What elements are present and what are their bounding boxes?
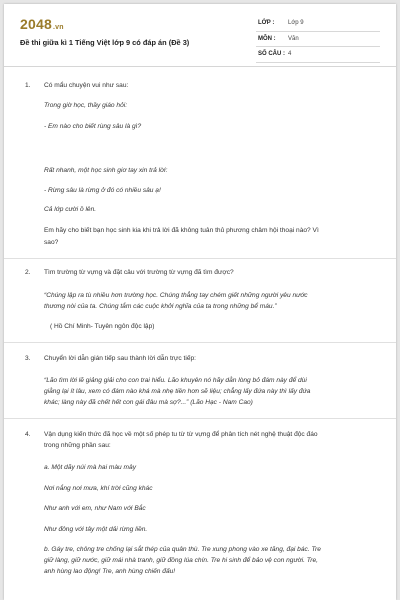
quote-line: giằng lại ít lâu, xem có đám nào khá mà nhẹ tiền hơn sẽ liệu; chẳng lấy đứa này thì lấy đứa [44, 388, 311, 395]
question-ask: sao? [44, 239, 59, 246]
question-prompt: Tìm trường từ vựng và đặt câu với trường từ vựng đã tìm được? [44, 269, 234, 276]
quote-line: khác; làng này đã chết hết con gái đâu mà sợ?...” (Lão Hạc - Nam Cao) [44, 399, 253, 406]
story-line: Rất nhanh, một học sinh giơ tay xin trả lời: [44, 167, 168, 174]
site-logo[interactable] [20, 16, 64, 32]
quote-line: “Chúng lập ra tù nhiều hơn trường học. Chúng thẳng tay chém giết những người yêu nước [44, 292, 308, 299]
meta-value: 4 [288, 51, 292, 57]
question-number: 2. [25, 269, 31, 276]
story-line: Trong giờ học, thầy giáo hỏi: [44, 102, 128, 109]
meta-row-grade [256, 16, 380, 32]
passage-line: b. Gáy tre, chông tre chống lại sắt thép của quân thù. Tre xung phong vào xe tăng, đại bác. Tre [44, 546, 321, 553]
exam-title: Đề thi giữa kì 1 Tiếng Việt lớp 9 có đáp án (Đề 3) [20, 38, 190, 47]
meta-value: Lớp 9 [288, 20, 304, 26]
poem-line: a. Một dãy núi mà hai màu mây [44, 464, 136, 471]
poem-line: Như anh với em, như Nam với Bắc [44, 505, 146, 512]
passage-line: giữ làng, giữ nước, giữ mái nhà tranh, giữ đồng lúa chín. Tre hi sinh để bảo vệ con người. Tre, [44, 557, 318, 564]
question-prompt: trong những phần sau: [44, 442, 111, 449]
question-number: 4. [25, 431, 31, 438]
header-divider [4, 66, 396, 67]
question-divider [4, 418, 396, 419]
meta-value: Văn [288, 35, 299, 42]
logo-suffix: .vn [52, 24, 64, 31]
passage-line: anh hùng lao động! Tre, anh hùng chiến đấu! [44, 568, 176, 575]
story-line: - Em nào cho biết rùng sâu là gì? [44, 123, 142, 130]
question-prompt: Vận dụng kiến thức đã học về một số phép tu từ từ vựng để phân tích nét nghệ thuật độc đáo [44, 431, 318, 438]
meta-key: MÔN : [258, 35, 276, 42]
poem-line: Như đông với tây một dải rừng liền. [44, 526, 148, 533]
question-number: 1. [25, 82, 31, 89]
question-divider [4, 342, 396, 343]
meta-row-subject [256, 32, 380, 48]
document-page [4, 4, 396, 600]
question-divider [4, 258, 396, 259]
meta-key: SỐ CÂU : [258, 51, 285, 57]
quote-line: thương nòi của ta. Chúng tắm các cuộc khởi nghĩa của ta trong những bể máu.” [44, 303, 277, 310]
meta-row-count [256, 47, 380, 63]
story-line: - Rừng sâu là rừng ở đó có nhiều sâu ạ! [44, 187, 161, 194]
page-header [4, 4, 396, 66]
meta-key: LỚP : [258, 20, 275, 26]
question-ask: Em hãy cho biết bạn học sinh kia khi trả lời đã không tuân thủ phương châm hội thoại nào? Vì [44, 227, 319, 234]
exam-meta-table [256, 16, 380, 63]
quote-line: “Lão tìm lời lẽ giảng giải cho con trai hiểu. Lão khuyên nó hãy dằn lòng bỏ đám này để dùi [44, 377, 307, 384]
question-prompt: Chuyển lời dẫn gián tiếp sau thành lời dẫn trực tiếp: [44, 355, 196, 362]
question-prompt: Có mẩu chuyện vui như sau: [44, 82, 129, 89]
poem-line: Nơi nắng nơi mưa, khí trời cũng khác [44, 485, 153, 492]
story-line: Cả lớp cười ồ lên. [44, 206, 97, 213]
quote-source: ( Hồ Chí Minh- Tuyên ngôn độc lập) [50, 323, 155, 330]
question-number: 3. [25, 355, 31, 362]
logo-text: 2048 [20, 16, 52, 32]
